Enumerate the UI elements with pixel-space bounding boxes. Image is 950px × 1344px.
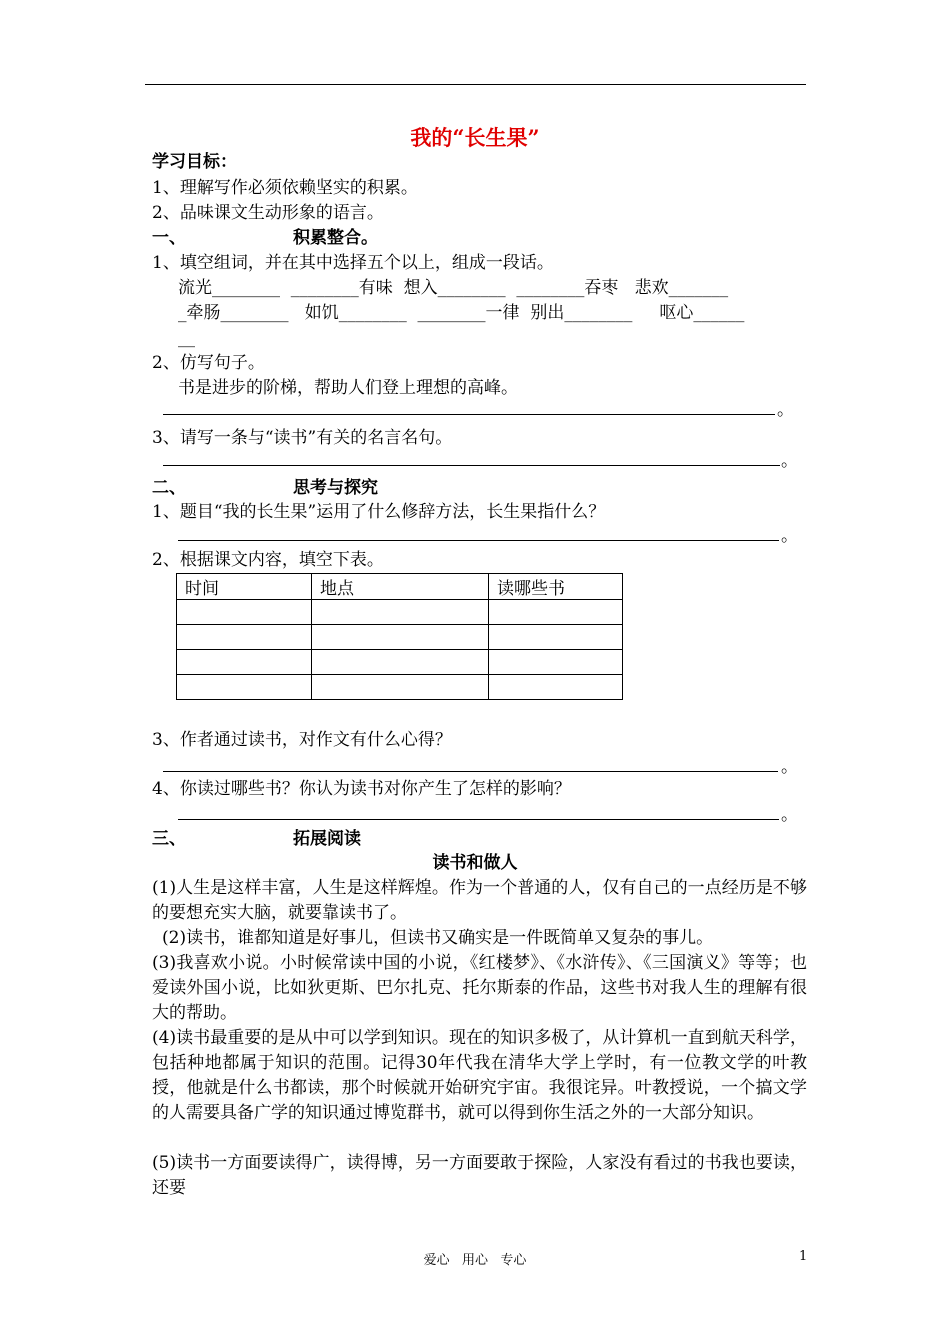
question-text: 4、你读过哪些书？你认为读书对你产生了怎样的影响？ <box>152 779 571 799</box>
table-cell[interactable] <box>312 650 489 675</box>
table-cell[interactable] <box>177 600 312 625</box>
answer-line[interactable] <box>163 414 775 415</box>
table-header-cell: 读哪些书 <box>489 574 623 600</box>
table-cell[interactable] <box>489 650 623 675</box>
article-title: 读书和做人 <box>432 853 518 873</box>
table-header-row <box>177 574 623 600</box>
article-paragraph: (2)读书，谁都知道是好事儿，但读书又确实是一件既简单又复杂的事儿。 <box>162 928 714 948</box>
section-3-number: 三、 <box>152 829 186 849</box>
table-row <box>177 650 623 675</box>
table-cell[interactable] <box>177 650 312 675</box>
period-mark: 。 <box>777 400 794 420</box>
table-header-cell: 时间 <box>177 574 312 600</box>
table-cell[interactable] <box>177 625 312 650</box>
period-mark: 。 <box>781 526 798 546</box>
goal-item: 2、品味课文生动形象的语言。 <box>152 203 384 223</box>
table-header-cell: 地点 <box>312 574 489 600</box>
table-row <box>177 625 623 650</box>
question-text: 1、题目“我的长生果”运用了什么修辞方法，长生果指什么？ <box>152 502 606 522</box>
question-text: 2、仿写句子。 <box>152 353 265 373</box>
goals-heading: 学习目标： <box>152 152 237 172</box>
section-2-heading: 思考与探究 <box>293 478 378 498</box>
example-sentence: 书是进步的阶梯，帮助人们登上理想的高峰。 <box>178 378 518 398</box>
question-text: 3、作者通过读书，对作文有什么心得？ <box>152 730 452 750</box>
page-title: 我的“长生果” <box>410 125 540 150</box>
section-1-heading: 积累整合。 <box>293 228 378 248</box>
table-row <box>177 600 623 625</box>
fill-in-row: 流光________ ________有味 想入________ ________吞枣 悲欢_______ <box>178 278 729 298</box>
table-cell[interactable] <box>489 625 623 650</box>
answer-line[interactable] <box>163 771 778 772</box>
section-2-number: 二、 <box>152 478 186 498</box>
section-1-number: 一、 <box>152 228 186 248</box>
table-row <box>177 675 623 700</box>
table-cell[interactable] <box>489 675 623 700</box>
article-paragraph: (4)读书最重要的是从中可以学到知识。现在的知识多极了，从计算机一直到航天科学，包括种地都属于知识的范围。记得30年代我在清华大学上学时，有一位教文学的叶教授，他就是什么书都读，那个时候就开始研究宇宙。我很诧异。叶教授说，一个搞文学的人需要具备广学的知识通过博览群书，就可以得到你生活之外的一大部分知识。 <box>152 1028 807 1123</box>
question-text: 2、根据课文内容，填空下表。 <box>152 550 384 570</box>
section-3-heading: 拓展阅读 <box>293 829 361 849</box>
answer-line[interactable] <box>163 465 780 466</box>
period-mark: 。 <box>781 805 798 825</box>
question-text: 1、填空组词，并在其中选择五个以上，组成一段话。 <box>152 253 554 273</box>
question-text: 3、请写一条与“读书”有关的名言名句。 <box>152 428 453 448</box>
article-paragraph: (5)读书一方面要读得广，读得博，另一方面要敢于探险，人家没有看过的书我也要读，还要 <box>152 1153 807 1198</box>
article-paragraph: (1)人生是这样丰富，人生是这样辉煌。作为一个普通的人，仅有自己的一点经历是不够的要想充实大脑，就要靠读书了。 <box>152 878 807 923</box>
goal-item: 1、理解写作必须依赖坚实的积累。 <box>152 178 418 198</box>
answer-line[interactable] <box>178 819 779 820</box>
reading-table <box>176 573 623 700</box>
header-rule <box>145 84 806 85</box>
fill-in-row: __ <box>178 328 195 348</box>
table-cell[interactable] <box>489 600 623 625</box>
footer-motto: 爱心 用心 专心 <box>423 1253 527 1268</box>
article-paragraph: (3)我喜欢小说。小时候常读中国的小说，《红楼梦》、《水浒传》、《三国演义》等等；也爱读外国小说，比如狄更斯、巴尔扎克、托尔斯泰的作品，这些书对我人生的理解有很大的帮助。 <box>152 953 807 1023</box>
page-number: 1 <box>799 1249 808 1264</box>
period-mark: 。 <box>781 451 798 471</box>
table-cell[interactable] <box>312 675 489 700</box>
table-cell[interactable] <box>177 675 312 700</box>
table-cell[interactable] <box>312 625 489 650</box>
table-cell[interactable] <box>312 600 489 625</box>
fill-in-row: _牵肠________ 如饥________ ________一律 别出________ 呕心______ <box>178 303 745 323</box>
period-mark: 。 <box>781 757 798 777</box>
answer-line[interactable] <box>178 540 779 541</box>
